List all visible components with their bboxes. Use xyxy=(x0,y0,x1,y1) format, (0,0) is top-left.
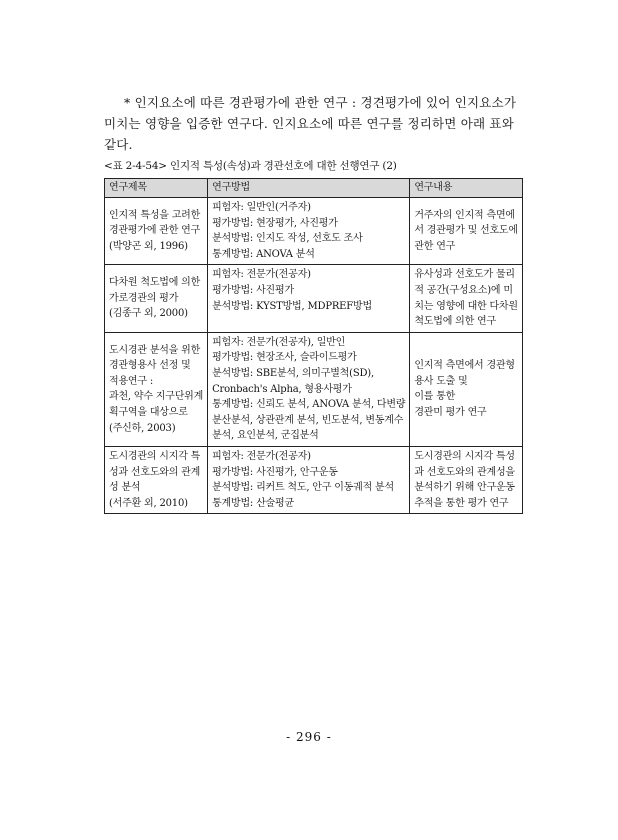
intro-paragraph xyxy=(104,92,518,155)
paragraph-line: 미치는 영향을 입증한 연구다. 인지요소에 따른 연구를 정리하면 아래 표와 xyxy=(104,116,514,131)
table-header-row xyxy=(105,179,523,198)
page-number: - 296 - xyxy=(286,730,332,744)
cell-content: 인지적 측면에서 경관형 용사 도출 및 이를 통한 경관미 평가 연구 xyxy=(410,332,523,446)
cell-title: 도시경관의 시지각 특 성과 선호도와의 관계 성 분석 (서주환 외, 2010) xyxy=(105,446,208,513)
table-row xyxy=(105,446,523,513)
table-row xyxy=(105,265,523,332)
cell-method: 피험자: 전문가(전공자) 평가방법: 사진평가 분석방법: KYST방법, MDPREF방법 xyxy=(208,265,410,332)
cell-method: 피험자: 전문가(전공자), 일반인 평가방법: 현장조사, 슬라이드평가 분석방법: SBE분석, 의미구별척(SD), Cronbach's Alpha, 형용사평가 통계방법: 신뢰도 분석, ANOVA 분석, 다변량 분산분석, 상관관계 분석, 빈도분석, 변동계수 분석, 요인분석, 군집분석 xyxy=(208,332,410,446)
cell-title: 다차원 척도법에 의한 가로경관의 평가 (김종구 외, 2000) xyxy=(105,265,208,332)
cell-content: 유사성과 선호도가 물리 적 공간(구성요소)에 미 치는 영향에 대한 다차원 척도법에 의한 연구 xyxy=(410,265,523,332)
cell-content: 거주자의 인지적 측면에 서 경관평가 및 선호도에 관한 연구 xyxy=(410,198,523,265)
table-row xyxy=(105,198,523,265)
cell-title: 도시경관 분석을 위한 경관형용사 선정 및 적용연구 : 과천, 약수 지구단위계 획구역을 대상으로 (주신하, 2003) xyxy=(105,332,208,446)
header-method: 연구방법 xyxy=(208,179,410,198)
cell-method: 피험자: 전문가(전공자) 평가방법: 사진평가, 안구운동 분석방법: 리커트 척도, 안구 이동궤적 분석 통계방법: 산술평균 xyxy=(208,446,410,513)
research-table xyxy=(104,178,523,514)
cell-title: 인지적 특성을 고려한 경관평가에 관한 연구 (박양곤 외, 1996) xyxy=(105,198,208,265)
table-caption: <표 2-4-54> 인지적 특성(속성)과 경관선호에 대한 선행연구 (2) xyxy=(104,160,397,172)
paragraph-line: * 인지요소에 따른 경관평가에 관한 연구 : 경견평가에 있어 인지요소가 xyxy=(124,95,517,110)
header-title: 연구제목 xyxy=(105,179,208,198)
paragraph-line: 같다. xyxy=(104,137,133,152)
cell-content: 도시경관의 시지각 특성 과 선호도와의 관계성을 분석하기 위해 안구운동 추적을 통한 평가 연구 xyxy=(410,446,523,513)
table-row xyxy=(105,332,523,446)
header-content: 연구내용 xyxy=(410,179,523,198)
cell-method: 피험자: 일반인(거주자) 평가방법: 현장평가, 사진평가 분석방법: 인지도 작성, 선호도 조사 통계방법: ANOVA 분석 xyxy=(208,198,410,265)
